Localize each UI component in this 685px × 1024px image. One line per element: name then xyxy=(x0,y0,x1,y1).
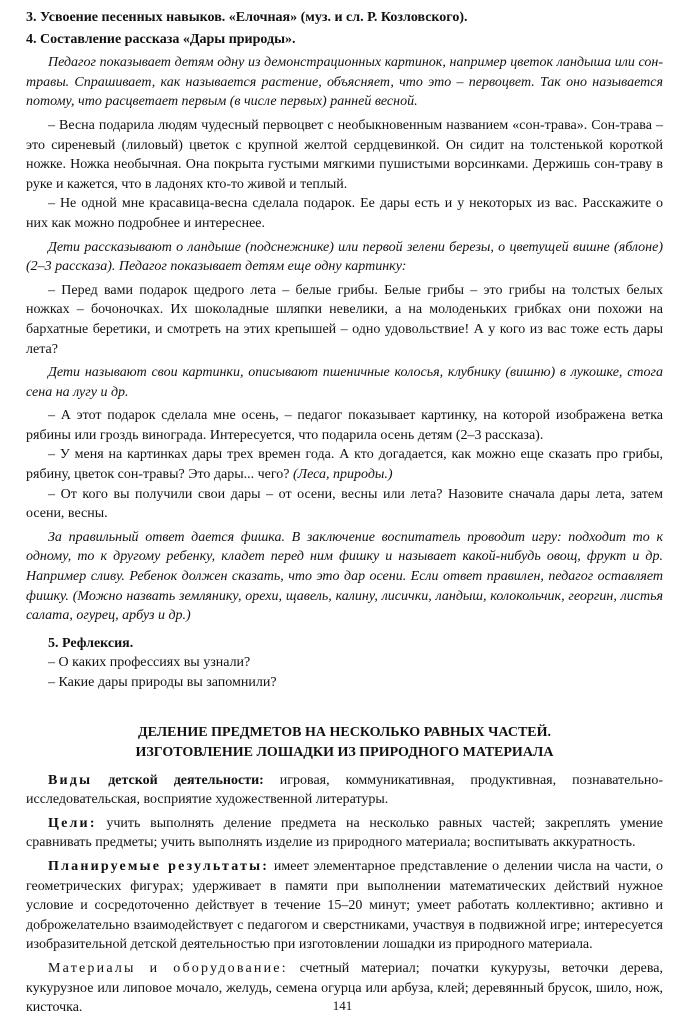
lesson-title xyxy=(26,723,663,763)
summer-paragraph: – Перед вами подарок щедрого лета – белые грибы. Белые грибы – это грибы на толстых белых ножках – бочоночках. Их шоколадные шляпки невелики, а на молоденьких грибках они похожи на бархатные беретики, и смотреть на этих крепышей – одно удовольствие! А у кого из вас тоже есть дары лета? xyxy=(26,282,663,357)
reflection-question-1: – О каких профессиях вы узнали? xyxy=(48,655,251,671)
activities-paragraph xyxy=(26,771,663,810)
lesson-title-line-2: ИЗГОТОВЛЕНИЕ ЛОШАДКИ ИЗ ПРИРОДНОГО МАТЕРИАЛА xyxy=(135,744,554,760)
section-3-heading: 3. Усвоение песенных навыков. «Елочная» (муз. и сл. Р. Козловского). xyxy=(26,10,468,25)
results-paragraph xyxy=(26,857,663,955)
spring-paragraph: – Весна подарила людям чудесный первоцвет с необыкновенным названием «сон-трава». Сон-трава – это сиреневый (лиловый) цветок с крупной желтой сердцевинкой. Он сидит на толстенькой короткой ножке. Ножка необычная. Она покрыта густыми мягкими пушистыми ворсинками. Держишь сон-траву в руке и кажется, что в ладонях кто-то живой и теплый. xyxy=(26,117,663,192)
three-seasons-paragraph xyxy=(26,445,663,484)
game-instruction: За правильный ответ дается фишка. В заключение воспитатель проводит игру: подходит то к одному, то к другому ребенку, кладет перед ним фишку и называет какой-нибудь овощ, фрукт и др. Например сливу. Ребенок должен сказать, что это дар осени. Если ответ правилен, педагог оставляет фишку. (Можно назвать землянику, орехи, щавель, калину, лисички, ландыш, колокольчик, георгин, листья салата, огурец, арбуз и др.) xyxy=(26,529,663,624)
results-text: имеет элементарное представление о делении числа на части, о геометрических фигурах; удерживает в памяти при выполнении математических действий нужное условие и сосредоточенно действует в течение 15–20 минут; умеет работать коллективно; активно и доброжелательно взаимодействует с педагогом и сверстниками, участвуя в подвижной игре; интересуется изобразительной детской деятельностью при изготовлении лошадки из природного материала. xyxy=(26,858,664,953)
three-seasons-answer: (Леса, природы.) xyxy=(293,467,393,483)
results-label: Планируемые результаты: xyxy=(48,858,270,874)
materials-text: счетный материал; початки кукурузы, веточки дерева, кукурузное или липовое мочало, желудь, семена огурца или арбуза, клей; деревянный брусок, шило, нож, кисточка. xyxy=(26,960,663,1016)
lesson-title-line-1: ДЕЛЕНИЕ ПРЕДМЕТОВ НА НЕСКОЛЬКО РАВНЫХ ЧАСТЕЙ. xyxy=(137,724,552,740)
spring-paragraph-2: – Не одной мне красавица-весна сделала подарок. Ее дары есть и у некоторых из вас. Расскажите о них как можно подробнее и интереснее. xyxy=(26,196,663,231)
goals-label: Цели: xyxy=(48,815,97,831)
section-5-heading: 5. Рефлексия. xyxy=(48,635,134,651)
section-4-heading: 4. Составление рассказа «Дары природы». xyxy=(26,31,296,47)
materials-label: Материалы и оборудование: xyxy=(48,960,288,976)
activities-label: детской деятельности: xyxy=(92,772,264,788)
kids-stories-instruction: Дети рассказывают о ландыше (подснежнике) или первой зелени березы, о цветущей вишне (яблоне) (2–3 рассказа). Педагог показывает детям еще одну картинку: xyxy=(26,239,663,275)
goals-text: учить выполнять деление предмета на несколько равных частей; закреплять умение сравнивать предметы; учить выполнять изделие из природного материала; воспитывать аккуратность. xyxy=(26,815,663,851)
kids-describe-instruction: Дети называют свои картинки, описывают пшеничные колосья, клубнику (вишню) в лукошке, стога сена на лугу и др. xyxy=(26,365,663,400)
activities-label-spaced: Виды xyxy=(48,772,93,788)
goals-paragraph xyxy=(26,814,663,853)
intro-instruction: Педагог показывает детям одну из демонстрационных картинок, например цветок ландыша или сон-травы. Спрашивает, как называется растение, объясняет, что это – первоцвет. Так оно называется потому, что расцветает первым (в числе первых) ранней весной. xyxy=(26,55,663,110)
reflection-question-2: – Какие дары природы вы запомнили? xyxy=(48,675,277,690)
three-seasons-text: – У меня на картинках дары трех времен года. А кто догадается, как можно еще сказать про грибы, рябину, цветок сон-травы? Это дары... чего? xyxy=(26,447,663,483)
page-number: 141 xyxy=(332,998,353,1013)
autumn-paragraph: – А этот подарок сделала мне осень, – педагог показывает картинку, на которой изображена ветка рябины или гроздь винограда. Интересуется, что подарила осень детям (2–3 рассказа). xyxy=(26,408,663,443)
whom-paragraph: – От кого вы получили свои дары – от осени, весны или лета? Назовите сначала дары лета, затем осени, весны. xyxy=(26,486,663,522)
activities-text: игровая, коммуникативная, продуктивная, познавательно-исследовательская, восприятие художественной литературы. xyxy=(26,772,663,808)
